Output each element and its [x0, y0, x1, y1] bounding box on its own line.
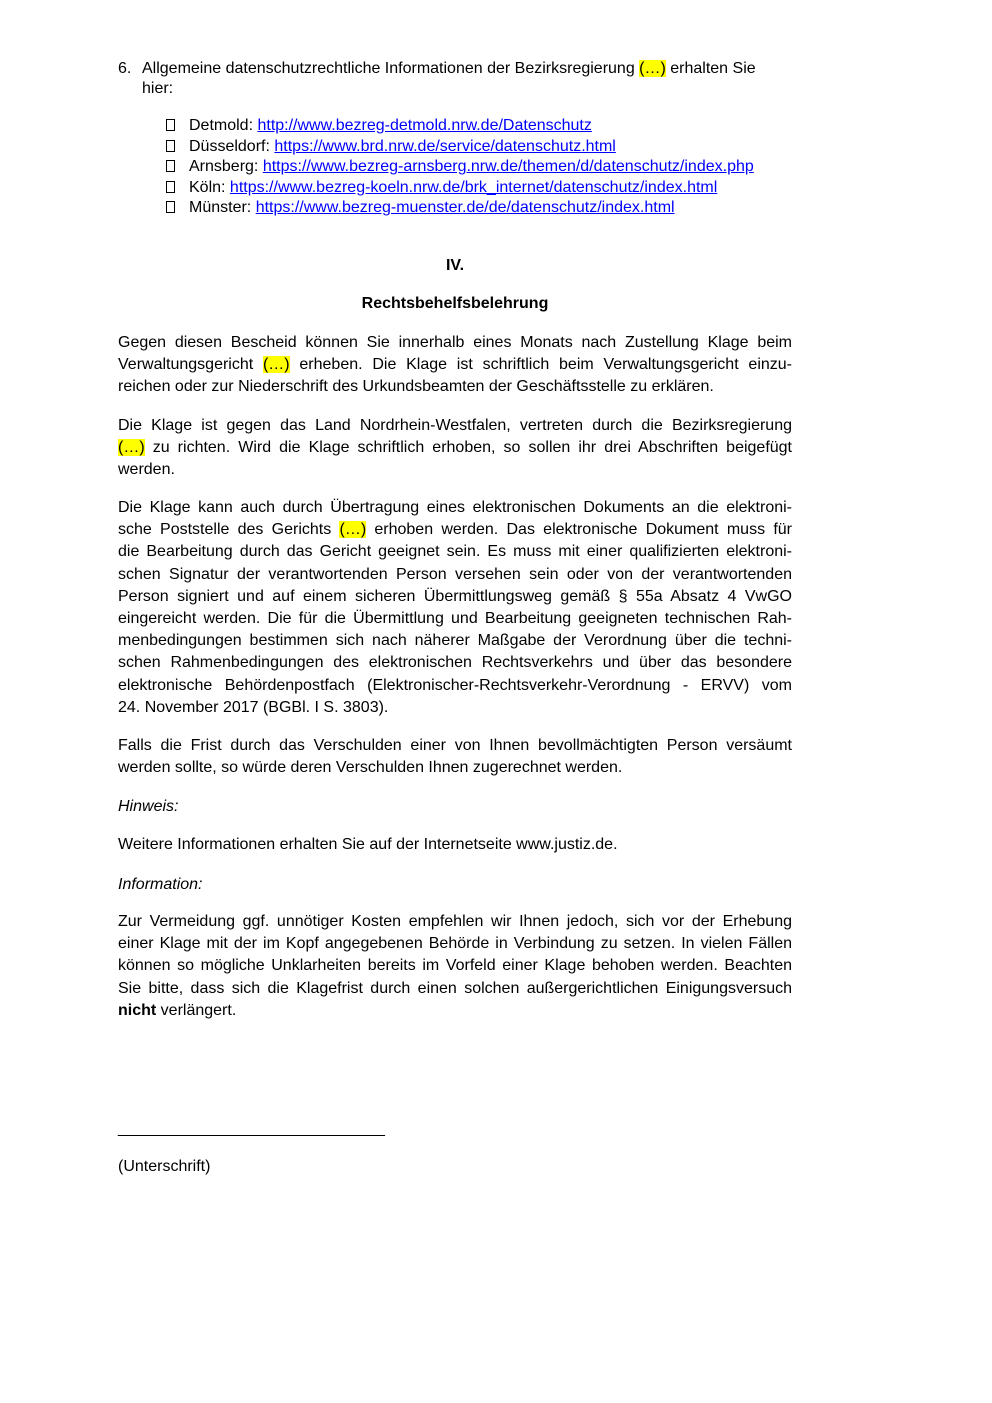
- placeholder-highlight: (…): [339, 521, 367, 539]
- paragraph-line: [118, 1000, 792, 1022]
- link-label: Arnsberg:: [189, 158, 263, 175]
- paragraph-line: (…) zu richten. Wird die Klage schriftlich erhoben, so sollen ihr drei Abschriften beigefügt: [118, 439, 792, 457]
- link-label: Köln:: [189, 178, 230, 196]
- datenschutz-link[interactable]: https://www.bezreg-muenster.de/de/datenschutz/index.html: [255, 199, 675, 216]
- paragraph-line: schen Signatur der verantwortenden Person versehen sein oder von der verantwortenden: [118, 565, 792, 583]
- bullet-icon: [166, 181, 175, 193]
- section-title: Rechtsbehelfsbelehrung: [361, 295, 549, 312]
- bullet-icon: [166, 119, 175, 131]
- item-text: Allgemeine datenschutzrechtliche Informationen der Bezirksregierung: [142, 60, 640, 77]
- paragraph-line: Gegen diesen Bescheid können Sie innerhalb eines Monats nach Zustellung Klage beim: [118, 334, 792, 351]
- paragraph-line: menbedingungen bestimmen sich nach näherer Maßgabe der Verordnung über die techni-: [118, 632, 792, 650]
- placeholder-highlight: (…): [118, 439, 145, 457]
- paragraph-line: Weitere Informationen erhalten Sie auf der Internetseite www.justiz.de.: [118, 836, 618, 853]
- paragraph-line: 24. November 2017 (BGBl. I S. 3803).: [118, 698, 389, 716]
- paragraph-line: Sie bitte, dass sich die Klagefrist durch einen solchen außergerichtlichen Einigungsversuch: [118, 979, 792, 997]
- paragraph-line: sche Poststelle des Gerichts (…) erhoben werden. Das elektronische Dokument muss für: [118, 521, 792, 539]
- link-label: Münster:: [189, 199, 256, 216]
- bullet-icon: [166, 160, 175, 172]
- paragraph-line: Falls die Frist durch das Verschulden einer von Ihnen bevollmächtigten Person versäumt: [118, 737, 792, 754]
- paragraph-line: werden sollte, so würde deren Verschulden Ihnen zugerechnet werden.: [118, 759, 623, 777]
- link-list-item: [166, 137, 616, 157]
- bullet-icon: [166, 201, 175, 213]
- paragraph-line: Hinweis:: [118, 798, 179, 815]
- placeholder-highlight: (…): [262, 356, 290, 374]
- item-text-end: erhalten Sie: [665, 60, 756, 77]
- link-list-item: [166, 157, 754, 177]
- text: verlängert.: [156, 1001, 237, 1019]
- item-6: [118, 58, 756, 80]
- paragraph-line: Die Klage kann auch durch Übertragung eines elektronischen Dokuments an die elektroni-: [118, 499, 792, 516]
- paragraph-line: Die Klage ist gegen das Land Nordrhein-Westfalen, vertreten durch die Bezirksregierung: [118, 417, 792, 434]
- bold-text: nicht: [118, 1001, 157, 1019]
- link-label: Düsseldorf:: [189, 137, 275, 155]
- signature-label: (Unterschrift): [118, 1158, 211, 1175]
- placeholder-highlight: (…): [639, 60, 666, 77]
- paragraph-line: elektronische Behördenpostfach (Elektronischer-Rechtsverkehr-Verordnung - ERVV) vom: [118, 676, 792, 694]
- link-list-item: [166, 178, 717, 198]
- section-number: IV.: [445, 257, 465, 274]
- paragraph-line: einer Klage mit der im Kopf angegebenen Behörde in Verbindung zu setzen. In vielen Fällen: [118, 935, 792, 953]
- item-6-continuation: hier:: [142, 80, 174, 97]
- paragraph-line: die Bearbeitung durch das Gericht geeignet sein. Es muss mit einer qualifizierten elektroni-: [118, 543, 792, 561]
- datenschutz-link[interactable]: https://www.bezreg-arnsberg.nrw.de/themen/d/datenschutz/index.php: [262, 158, 754, 175]
- bullet-icon: [166, 140, 175, 152]
- paragraph-line: werden.: [118, 461, 175, 479]
- paragraph-line: eingereicht werden. Die für die Übermittlung und Bearbeitung geeigneten technischen Rah-: [118, 610, 792, 627]
- paragraph-line: können so mögliche Unklarheiten bereits im Vorfeld einer Klage behoben werden. Beachten: [118, 957, 792, 975]
- paragraph-line: Verwaltungsgericht (…) erheben. Die Klage ist schriftlich beim Verwaltungsgericht einzu-: [118, 356, 793, 374]
- item-number: 6.: [118, 60, 132, 77]
- datenschutz-link[interactable]: http://www.bezreg-detmold.nrw.de/Datenschutz: [257, 117, 592, 134]
- link-list-item: [166, 198, 675, 218]
- link-list-item: [166, 116, 592, 136]
- link-label: Detmold:: [189, 117, 258, 134]
- datenschutz-link[interactable]: https://www.brd.nrw.de/service/datenschutz.html: [274, 137, 616, 155]
- paragraph-line: schen Rahmenbedingungen des elektronischen Rechtsverkehrs und über das besondere: [118, 654, 792, 672]
- signature-line: ______________________________: [118, 1120, 385, 1137]
- datenschutz-link[interactable]: https://www.bezreg-koeln.nrw.de/brk_internet/datenschutz/index.html: [229, 178, 718, 196]
- paragraph-line: Zur Vermeidung ggf. unnötiger Kosten empfehlen wir Ihnen jedoch, sich vor der Erhebung: [118, 913, 792, 930]
- paragraph-line: Information:: [118, 876, 203, 893]
- paragraph-line: Person signiert und auf einem sicheren Übermittlungsweg gemäß § 55a Absatz 4 VwGO: [118, 587, 792, 605]
- paragraph-line: reichen oder zur Niederschrift des Urkundsbeamten der Geschäftsstelle zu erklären.: [118, 378, 714, 396]
